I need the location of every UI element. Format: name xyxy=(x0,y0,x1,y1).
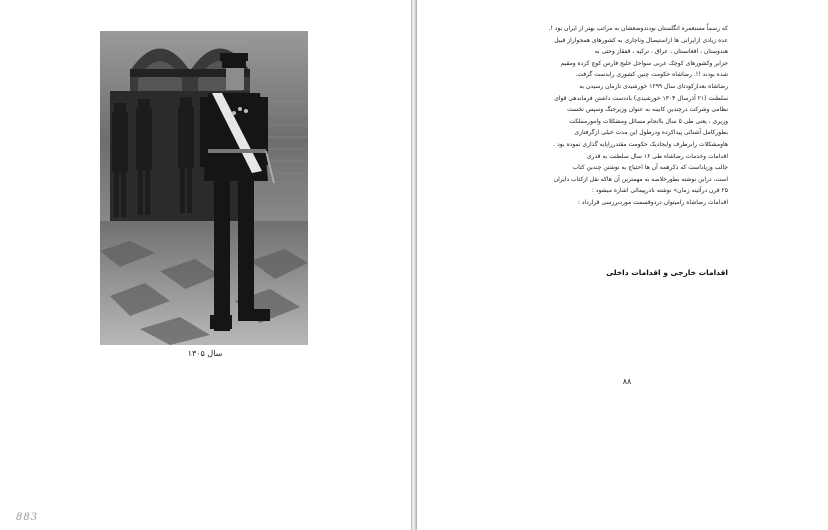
historical-photo xyxy=(100,31,308,345)
text-line: که رسماً مستعمره انگلستان بودندوضعشان به مراتب بهتر از ایران بود !. xyxy=(548,25,728,32)
text-line: هاومشکلات رابرطرف وایجادیک حکومت مقتدرراپایه گذاری نموده بود . xyxy=(553,140,728,148)
text-line: است، دراین نوشته بطورخلاصه به مهمترین آن هاکه نقل ازکتاب دایران xyxy=(553,175,728,183)
photo-caption: سال ۱۳۰۵ xyxy=(187,349,223,358)
text-line: جالب وزیاداست که ذکرهمه آن ها احتیاج به نوشتن چندین کتاب xyxy=(572,164,728,172)
officer-portrait-image xyxy=(100,31,308,345)
text-line: بطورکامل آشنائی پیداکرده ودرطول این مدت خیلی ازگرفتاری xyxy=(574,129,728,137)
body-text xyxy=(528,23,728,209)
text-line: جزایر وکشورهای کوچک عربی سواحل خلیج فارس کوچ کرده ومقیم xyxy=(560,59,728,67)
text-line: هندوستان ، افغانستان ، عراق ، ترکیه ، قفقاز وحتی به xyxy=(594,48,728,56)
text-line: اقدامات رضاشاه رامیتوان دردوقسمت موردبررسی قرارداد : xyxy=(577,198,728,206)
page-number: ۸۸ xyxy=(622,377,632,386)
text-line: نظامی وشرکت درچندین کابینه به عنوان وزیرجنگ وسپس نخست xyxy=(567,106,728,114)
text-line: سلطنت (۲۱ آذرسال ۱۳۰۴ خورشیدی) باددست داشتن فرماندهی قوای xyxy=(554,94,728,102)
text-line: رضاشاه بعدازکودتای سال ۱۲۹۹ خورشیدی تازمان رسیدن به xyxy=(579,82,728,90)
section-heading: اقدامات خارجی و اقدامات داخلی xyxy=(606,268,728,277)
corner-mark: 883 xyxy=(16,512,39,523)
left-page xyxy=(0,0,411,530)
text-line: شده بودند !!. رضاشاه حکومت چنین کشوری رابدست گرفت. xyxy=(575,71,728,79)
text-line: ۲۵ قرن درآئینه زمان» نوشته نادرپیمائی اشاره میشود : xyxy=(591,187,728,195)
text-line: عده زیادی ازایرانی ها ازاستیصال وناچاری به کشورهای همجواراز قبیل xyxy=(554,36,728,44)
text-line: اقدامات وخدمات رضاشاه طی ۱۶ سال سلطنت به قدری xyxy=(586,152,728,160)
text-line: وزیری ، یعنی طی ۵ سال باانجام مسائل ومشکلات وامورمملکت xyxy=(569,117,728,125)
